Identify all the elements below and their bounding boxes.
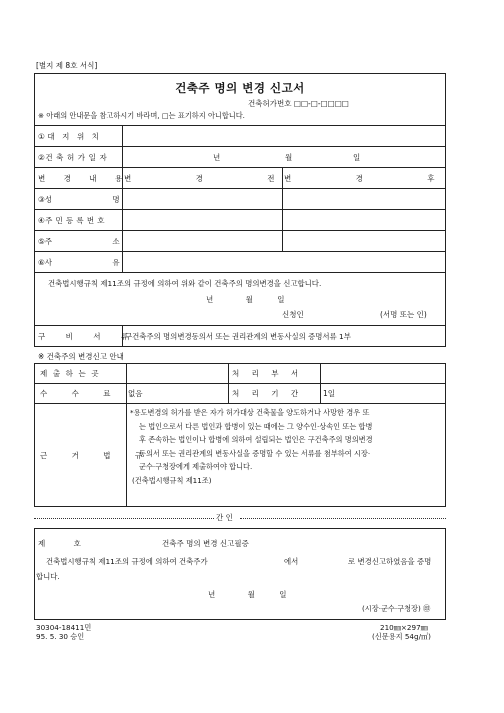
certificate-number: 제 호 bbox=[38, 539, 81, 548]
required-documents-label: 구 비 서 류 bbox=[38, 331, 129, 341]
permit-number: 건축허가번호 □□-□-□□□□ bbox=[248, 99, 349, 108]
before-change-header: 변 경 전 bbox=[124, 173, 275, 183]
address-label: ⑤주 소 bbox=[38, 236, 120, 246]
guide-mid-divider bbox=[228, 363, 229, 403]
guide-right-border bbox=[445, 363, 446, 507]
processing-period-value: 1일 bbox=[323, 389, 336, 398]
date-day: 일 bbox=[353, 152, 361, 162]
certificate-top-border bbox=[34, 528, 446, 529]
paper-type: (신문용지 54g/㎡) bbox=[372, 632, 431, 641]
declaration-date: 년 월 일 bbox=[206, 295, 285, 304]
permit-date-label: ②건 축 허 가 일 자 bbox=[38, 152, 108, 162]
guide-heading: ※ 건축주의 변경신고 안내 bbox=[38, 352, 124, 361]
form-code: 30304-18411민 bbox=[36, 623, 92, 632]
guide-mid-divider bbox=[320, 363, 321, 403]
declaration-text: 건축법시행규칙 제11조의 규정에 의하여 위와 같이 건축주의 명의변경을 신고합니다. bbox=[48, 279, 322, 288]
change-content-label: 변 경 내 용 bbox=[38, 173, 131, 183]
site-location-label: ①대 지 위 치 bbox=[38, 131, 102, 141]
form-top-border bbox=[34, 73, 446, 74]
processing-period-label: 처 리 기 간 bbox=[232, 389, 304, 398]
site-location-field[interactable] bbox=[123, 126, 445, 146]
row-divider bbox=[34, 272, 446, 273]
resident-number-before-field[interactable] bbox=[123, 210, 282, 230]
certificate-bottom-border bbox=[34, 619, 446, 620]
certificate-text-line2: 합니다. bbox=[36, 572, 60, 581]
legal-basis-text: *용도변경의 허가를 받은 자가 허가대상 건축물을 양도하거나 사망한 경우 또 는 법인으로서 다른 법인과 합병이 있는 때에는 그 양수인·상속인 또는 합병 후 존속하는 법인이나 합병에 의하여 설립되는 법인은 구건축주의 명의변경 동의서 또는 권리관계의 변동사실을 증명할 수 있는 서류를 첨부하여 시장· 군수·구청장에게 제출하여야 합니다. (건축법시행규칙 제11조) bbox=[130, 408, 373, 485]
fee-label: 수 수 료 bbox=[40, 389, 111, 398]
signature-or-seal: (서명 또는 인) bbox=[380, 310, 427, 319]
applicant-label: 신청인 bbox=[282, 310, 304, 319]
cut-line-label: 간 인 bbox=[216, 513, 233, 522]
guide-bottom-border bbox=[34, 506, 446, 507]
processing-dept-label: 처 리 부 서 bbox=[232, 369, 304, 378]
form-bottom-border bbox=[34, 346, 446, 347]
certificate-date: 년 월 일 bbox=[208, 590, 287, 599]
legal-basis-label: 근 거 법 규 bbox=[40, 450, 143, 460]
certificate-text-line1: 건축법시행규칙 제11조의 규정에 의하여 건축주가 에서 로 변경신고하였음을 증명 bbox=[46, 557, 432, 566]
name-before-field[interactable] bbox=[123, 189, 282, 209]
reason-label: ⑥사 유 bbox=[38, 257, 120, 267]
required-documents-value: 구건축주의 명의변경동의서 또는 권리관계의 변동사실의 증명서류 1부 bbox=[125, 331, 351, 341]
resident-number-after-field[interactable] bbox=[283, 210, 445, 230]
address-after-field[interactable] bbox=[283, 231, 445, 251]
address-before-field[interactable] bbox=[123, 231, 282, 251]
guide-label-divider bbox=[126, 363, 127, 507]
paper-size: 210㎜×297㎜ bbox=[380, 623, 428, 632]
fee-value: 없음 bbox=[128, 389, 143, 398]
approval-date: 95. 5. 30 승인 bbox=[36, 632, 85, 641]
guide-left-border bbox=[34, 363, 35, 507]
date-year: 년 bbox=[213, 152, 221, 162]
after-change-header: 변 경 후 bbox=[284, 173, 435, 183]
certificate-right-border bbox=[445, 528, 446, 620]
certificate-title: 건축주 명의 변경 신고필증 bbox=[162, 539, 249, 548]
submit-place-label: 제 출 하 는 곳 bbox=[40, 369, 101, 378]
resident-number-label: ④주 민 등 록 번 호 bbox=[38, 215, 105, 225]
form-notice: ※ 아래의 안내문을 참고하시기 바라며, □는 표기하지 아니합니다. bbox=[38, 111, 245, 120]
date-month: 월 bbox=[285, 152, 293, 162]
certificate-issuer: (시장·군수·구청장) ㊞ bbox=[362, 604, 431, 613]
permit-date-field[interactable] bbox=[123, 147, 445, 167]
name-after-field[interactable] bbox=[283, 189, 445, 209]
certificate-left-border bbox=[34, 528, 35, 620]
reason-field[interactable] bbox=[123, 252, 445, 272]
cut-line-left bbox=[34, 518, 214, 519]
name-label: ③성 명 bbox=[38, 194, 120, 204]
form-title: 건축주 명의 변경 신고서 bbox=[175, 81, 305, 95]
cut-line-right bbox=[240, 518, 446, 519]
form-number-tag: [별지 제 8호 서식] bbox=[36, 61, 98, 70]
